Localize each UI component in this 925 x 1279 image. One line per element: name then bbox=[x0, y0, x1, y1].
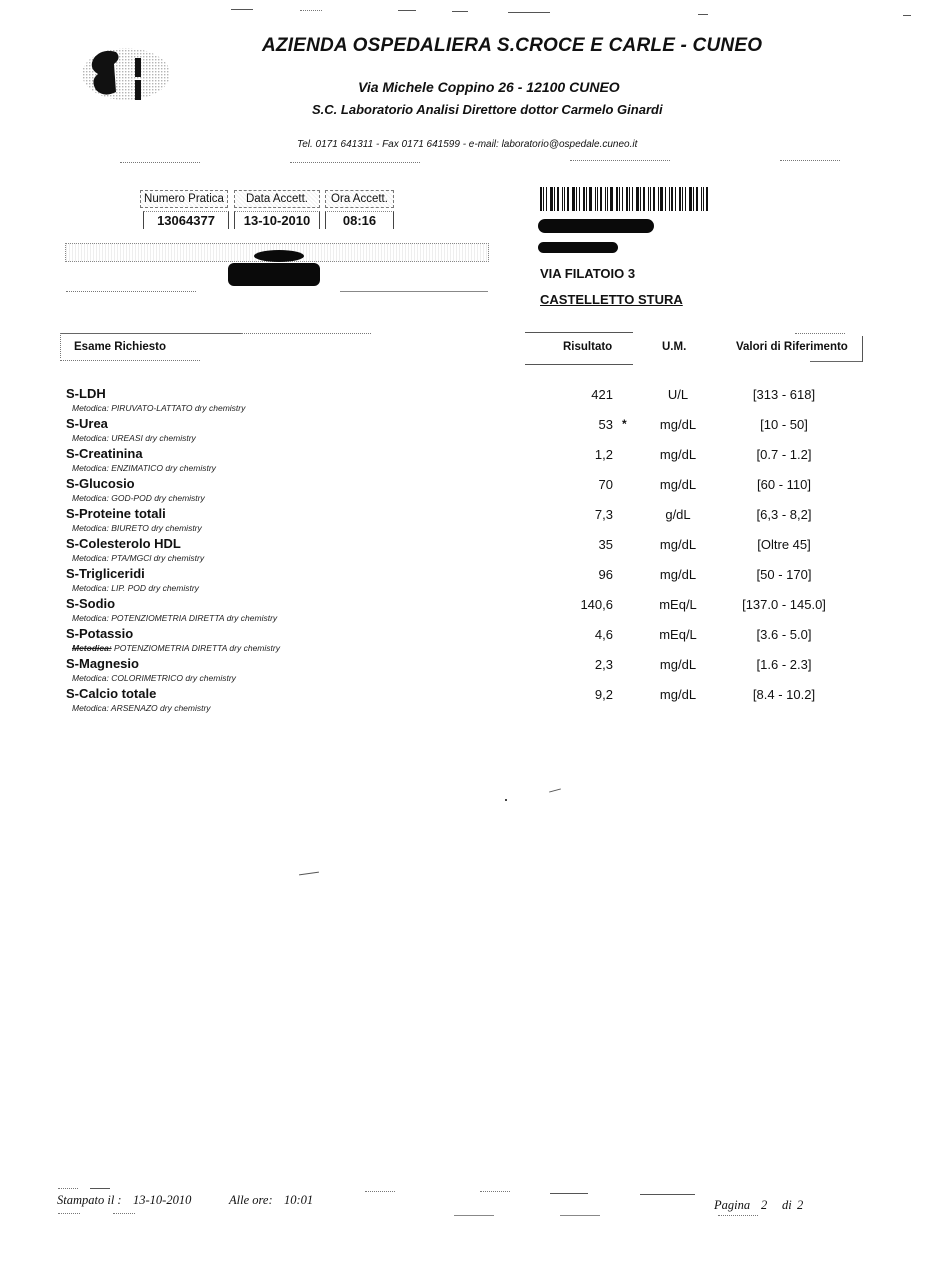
method-text: POTENZIOMETRIA DIRETTA dry chemistry bbox=[114, 643, 280, 653]
exam-method bbox=[72, 523, 202, 533]
exam-method bbox=[72, 493, 205, 503]
numero-pratica-value: 13064377 bbox=[143, 211, 229, 229]
method-label: Metodica: bbox=[72, 613, 109, 623]
barcode-bar bbox=[616, 187, 618, 211]
header-valori-riferimento: Valori di Riferimento bbox=[736, 341, 848, 353]
barcode-bar bbox=[671, 187, 673, 211]
separator bbox=[58, 1213, 80, 1215]
header-risultato: Risultato bbox=[563, 341, 613, 353]
barcode-bar bbox=[679, 187, 681, 211]
result-row bbox=[0, 476, 925, 506]
page-current: 2 bbox=[761, 1198, 768, 1212]
exam-name: S-Creatinina bbox=[66, 446, 143, 461]
method-text: LIP. POD dry chemistry bbox=[111, 583, 199, 593]
exam-name: S-Urea bbox=[66, 416, 108, 431]
unit-text: mEq/L bbox=[659, 627, 697, 642]
printed-time: 10:01 bbox=[284, 1193, 314, 1207]
table-header-border bbox=[61, 333, 241, 334]
redacted-name bbox=[228, 263, 320, 286]
barcode-bar bbox=[586, 187, 587, 211]
time-label: Alle ore: bbox=[229, 1193, 273, 1207]
unit-text: mg/dL bbox=[659, 657, 697, 672]
table-header-border bbox=[525, 364, 633, 365]
scan-artifact bbox=[231, 9, 253, 10]
method-label: Metodica: bbox=[72, 523, 109, 533]
barcode-bar bbox=[629, 187, 630, 211]
result-value: 70 bbox=[598, 477, 613, 492]
redacted-recipient bbox=[538, 219, 654, 233]
abnormal-flag: * bbox=[622, 417, 627, 431]
result-row bbox=[0, 656, 925, 686]
label-ora-accettazione: Ora Accett. bbox=[325, 190, 394, 208]
page-total: 2 bbox=[797, 1198, 804, 1212]
separator bbox=[290, 162, 420, 164]
separator bbox=[718, 1215, 758, 1217]
table-header-border bbox=[525, 332, 633, 333]
exam-method bbox=[72, 643, 280, 653]
unit-text: mg/dL bbox=[659, 447, 697, 462]
barcode-bar bbox=[622, 187, 623, 211]
barcode-bar bbox=[685, 187, 686, 211]
unit-text: mg/dL bbox=[659, 687, 697, 702]
barcode-bar bbox=[554, 187, 555, 211]
scan-artifact bbox=[398, 10, 416, 11]
barcode-bar bbox=[693, 187, 694, 211]
page-label: Pagina bbox=[714, 1198, 751, 1212]
result-value: 35 bbox=[598, 537, 613, 552]
barcode-bar bbox=[572, 187, 575, 211]
table-header-border bbox=[241, 333, 371, 335]
barcode-bar bbox=[605, 187, 606, 211]
separator bbox=[780, 160, 840, 162]
barcode-bar bbox=[595, 187, 596, 211]
exam-method bbox=[72, 553, 204, 563]
exam-name: S-Glucosio bbox=[66, 476, 135, 491]
exam-method bbox=[72, 673, 236, 683]
barcode-bar bbox=[607, 187, 608, 211]
method-text: ARSENAZO dry chemistry bbox=[110, 703, 211, 713]
exam-name: S-Sodio bbox=[66, 596, 116, 611]
barcode-bar bbox=[665, 187, 666, 211]
label-data-accettazione: Data Accett. bbox=[234, 190, 320, 208]
result-row bbox=[0, 536, 925, 566]
barcode-bar bbox=[543, 187, 544, 211]
exam-name: S-Trigliceridi bbox=[66, 566, 145, 581]
scan-artifact bbox=[300, 10, 322, 12]
method-text: COLORIMETRICO dry chemistry bbox=[111, 673, 236, 683]
method-text: PIRUVATO-LATTATO dry chemistry bbox=[111, 403, 246, 413]
exam-name: S-Potassio bbox=[66, 626, 134, 641]
patient-street: VIA FILATOIO 3 bbox=[540, 266, 636, 281]
unit-text: mEq/L bbox=[659, 597, 697, 612]
header-unita-misura: U.M. bbox=[662, 341, 687, 353]
barcode-bar bbox=[640, 187, 641, 211]
barcode-bar bbox=[562, 187, 563, 211]
method-label: Metodica: bbox=[72, 553, 109, 563]
barcode-bar bbox=[546, 187, 547, 211]
separator bbox=[113, 1213, 135, 1215]
barcode-bar bbox=[597, 187, 598, 211]
result-row bbox=[0, 386, 925, 416]
method-text: ENZIMATICO dry chemistry bbox=[111, 463, 216, 473]
table-header-border bbox=[862, 336, 863, 362]
table-header-border bbox=[810, 361, 863, 362]
reference-text: [0.7 - 1.2] bbox=[756, 447, 812, 462]
separator bbox=[480, 1191, 510, 1193]
exam-method bbox=[72, 583, 199, 593]
method-text: POTENZIOMETRIA DIRETTA dry chemistry bbox=[111, 613, 278, 623]
printed-label: Stampato il : bbox=[57, 1193, 122, 1207]
exam-name: S-LDH bbox=[66, 386, 106, 401]
result-value: 96 bbox=[598, 567, 613, 582]
table-header-border bbox=[60, 333, 62, 358]
result-value: 53 bbox=[598, 417, 613, 432]
scan-artifact bbox=[299, 872, 319, 876]
exam-method bbox=[72, 433, 196, 443]
unit-text: mg/dL bbox=[659, 417, 697, 432]
result-row bbox=[0, 416, 925, 446]
separator bbox=[66, 291, 196, 293]
exam-name: S-Proteine totali bbox=[66, 506, 166, 521]
reference-text: [60 - 110] bbox=[757, 477, 811, 492]
hospital-name: AZIENDA OSPEDALIERA S.CROCE E CARLE - CUNEO bbox=[262, 35, 763, 56]
reference-text: [Oltre 45] bbox=[757, 537, 811, 552]
method-label: Metodica: bbox=[72, 403, 109, 413]
result-value: 7,3 bbox=[594, 507, 613, 522]
barcode-bar bbox=[576, 187, 577, 211]
exam-method bbox=[72, 703, 211, 713]
barcode-bar bbox=[703, 187, 704, 211]
table-header-border bbox=[795, 333, 845, 335]
result-value: 1,2 bbox=[594, 447, 613, 462]
scan-artifact bbox=[505, 799, 507, 801]
header-esame-richiesto: Esame Richiesto bbox=[74, 341, 167, 353]
redacted-recipient bbox=[538, 242, 618, 253]
result-row bbox=[0, 506, 925, 536]
separator bbox=[90, 1188, 110, 1189]
barcode-bar bbox=[557, 187, 559, 211]
separator bbox=[640, 1194, 695, 1195]
barcode-bar bbox=[675, 187, 676, 211]
hospital-address: Via Michele Coppino 26 - 12100 CUNEO bbox=[358, 79, 620, 95]
barcode-bar bbox=[600, 187, 602, 211]
ora-accettazione-value: 08:16 bbox=[325, 211, 394, 229]
exam-method bbox=[72, 463, 216, 473]
barcode bbox=[540, 187, 716, 211]
method-label: Metodica: bbox=[72, 643, 112, 653]
barcode-bar bbox=[706, 187, 708, 211]
laboratory-director: S.C. Laboratorio Analisi Direttore dottor Carmelo Ginardi bbox=[312, 102, 663, 117]
method-label: Metodica: bbox=[72, 673, 109, 683]
barcode-bar bbox=[610, 187, 613, 211]
result-row bbox=[0, 596, 925, 626]
hospital-logo bbox=[80, 44, 172, 102]
barcode-bar bbox=[540, 187, 542, 211]
barcode-bar bbox=[669, 187, 670, 211]
data-accettazione-value: 13-10-2010 bbox=[234, 211, 320, 229]
unit-text: mg/dL bbox=[659, 477, 697, 492]
method-text: BIURETO dry chemistry bbox=[111, 523, 202, 533]
unit-text: U/L bbox=[667, 387, 689, 402]
barcode-bar bbox=[643, 187, 645, 211]
result-value: 4,6 bbox=[594, 627, 613, 642]
barcode-bar bbox=[632, 187, 633, 211]
reference-text: [10 - 50] bbox=[760, 417, 808, 432]
barcode-bar bbox=[660, 187, 663, 211]
reference-text: [8.4 - 10.2] bbox=[752, 687, 816, 702]
patient-city: CASTELLETTO STURA bbox=[540, 292, 683, 307]
method-label: Metodica: bbox=[72, 433, 109, 443]
barcode-bar bbox=[550, 187, 553, 211]
unit-text: mg/dL bbox=[659, 567, 697, 582]
scan-artifact bbox=[903, 15, 911, 16]
barcode-bar bbox=[653, 187, 655, 211]
redacted-name bbox=[254, 250, 304, 262]
barcode-bar bbox=[636, 187, 639, 211]
reference-text: [3.6 - 5.0] bbox=[756, 627, 812, 642]
barcode-bar bbox=[583, 187, 585, 211]
page-of-label: di bbox=[782, 1198, 792, 1212]
barcode-bar bbox=[626, 187, 628, 211]
barcode-bar bbox=[567, 187, 569, 211]
method-label: Metodica: bbox=[72, 703, 109, 713]
barcode-bar bbox=[701, 187, 702, 211]
result-row bbox=[0, 626, 925, 656]
printed-date: 13-10-2010 bbox=[133, 1193, 192, 1207]
barcode-bar bbox=[650, 187, 651, 211]
reference-text: [1.6 - 2.3] bbox=[756, 657, 812, 672]
result-value: 9,2 bbox=[594, 687, 613, 702]
table-header-border bbox=[60, 360, 200, 362]
result-row bbox=[0, 566, 925, 596]
reference-text: [6,3 - 8,2] bbox=[756, 507, 812, 522]
barcode-bar bbox=[682, 187, 683, 211]
barcode-bar bbox=[658, 187, 659, 211]
result-value: 421 bbox=[591, 387, 613, 402]
exam-name: S-Colesterolo HDL bbox=[66, 536, 181, 551]
barcode-bar bbox=[648, 187, 649, 211]
exam-name: S-Calcio totale bbox=[66, 686, 157, 701]
barcode-bar bbox=[619, 187, 620, 211]
contact-info: Tel. 0171 641311 - Fax 0171 641599 - e-mail: laboratorio@ospedale.cuneo.it bbox=[297, 139, 638, 150]
method-label: Metodica: bbox=[72, 583, 109, 593]
result-value: 2,3 bbox=[594, 657, 613, 672]
scan-artifact bbox=[698, 14, 708, 15]
method-text: PTA/MGCl dry chemistry bbox=[111, 553, 205, 563]
reference-text: [137.0 - 145.0] bbox=[742, 597, 826, 612]
barcode-bar bbox=[589, 187, 592, 211]
reference-text: [50 - 170] bbox=[756, 567, 812, 582]
exam-name: S-Magnesio bbox=[66, 656, 139, 671]
separator bbox=[454, 1215, 494, 1216]
method-text: GOD-POD dry chemistry bbox=[111, 493, 205, 503]
separator bbox=[365, 1191, 395, 1193]
separator bbox=[550, 1193, 588, 1194]
result-row bbox=[0, 446, 925, 476]
separator bbox=[570, 160, 670, 162]
reference-text: [313 - 618] bbox=[752, 387, 816, 402]
result-value: 140,6 bbox=[580, 597, 613, 612]
exam-method bbox=[72, 613, 277, 623]
scan-artifact bbox=[549, 788, 561, 792]
separator bbox=[58, 1188, 78, 1190]
separator bbox=[560, 1215, 600, 1216]
barcode-bar bbox=[564, 187, 565, 211]
separator bbox=[340, 291, 488, 292]
method-label: Metodica: bbox=[72, 463, 109, 473]
label-numero-pratica: Numero Pratica bbox=[140, 190, 228, 208]
result-row bbox=[0, 686, 925, 716]
unit-text: mg/dL bbox=[659, 537, 697, 552]
scan-artifact bbox=[508, 12, 550, 13]
exam-method bbox=[72, 403, 245, 413]
barcode-bar bbox=[696, 187, 698, 211]
separator bbox=[120, 162, 200, 164]
method-text: UREASI dry chemistry bbox=[111, 433, 196, 443]
unit-text: g/dL bbox=[665, 507, 691, 522]
method-label: Metodica: bbox=[72, 493, 109, 503]
barcode-bar bbox=[689, 187, 692, 211]
barcode-bar bbox=[579, 187, 580, 211]
scan-artifact bbox=[452, 11, 468, 12]
